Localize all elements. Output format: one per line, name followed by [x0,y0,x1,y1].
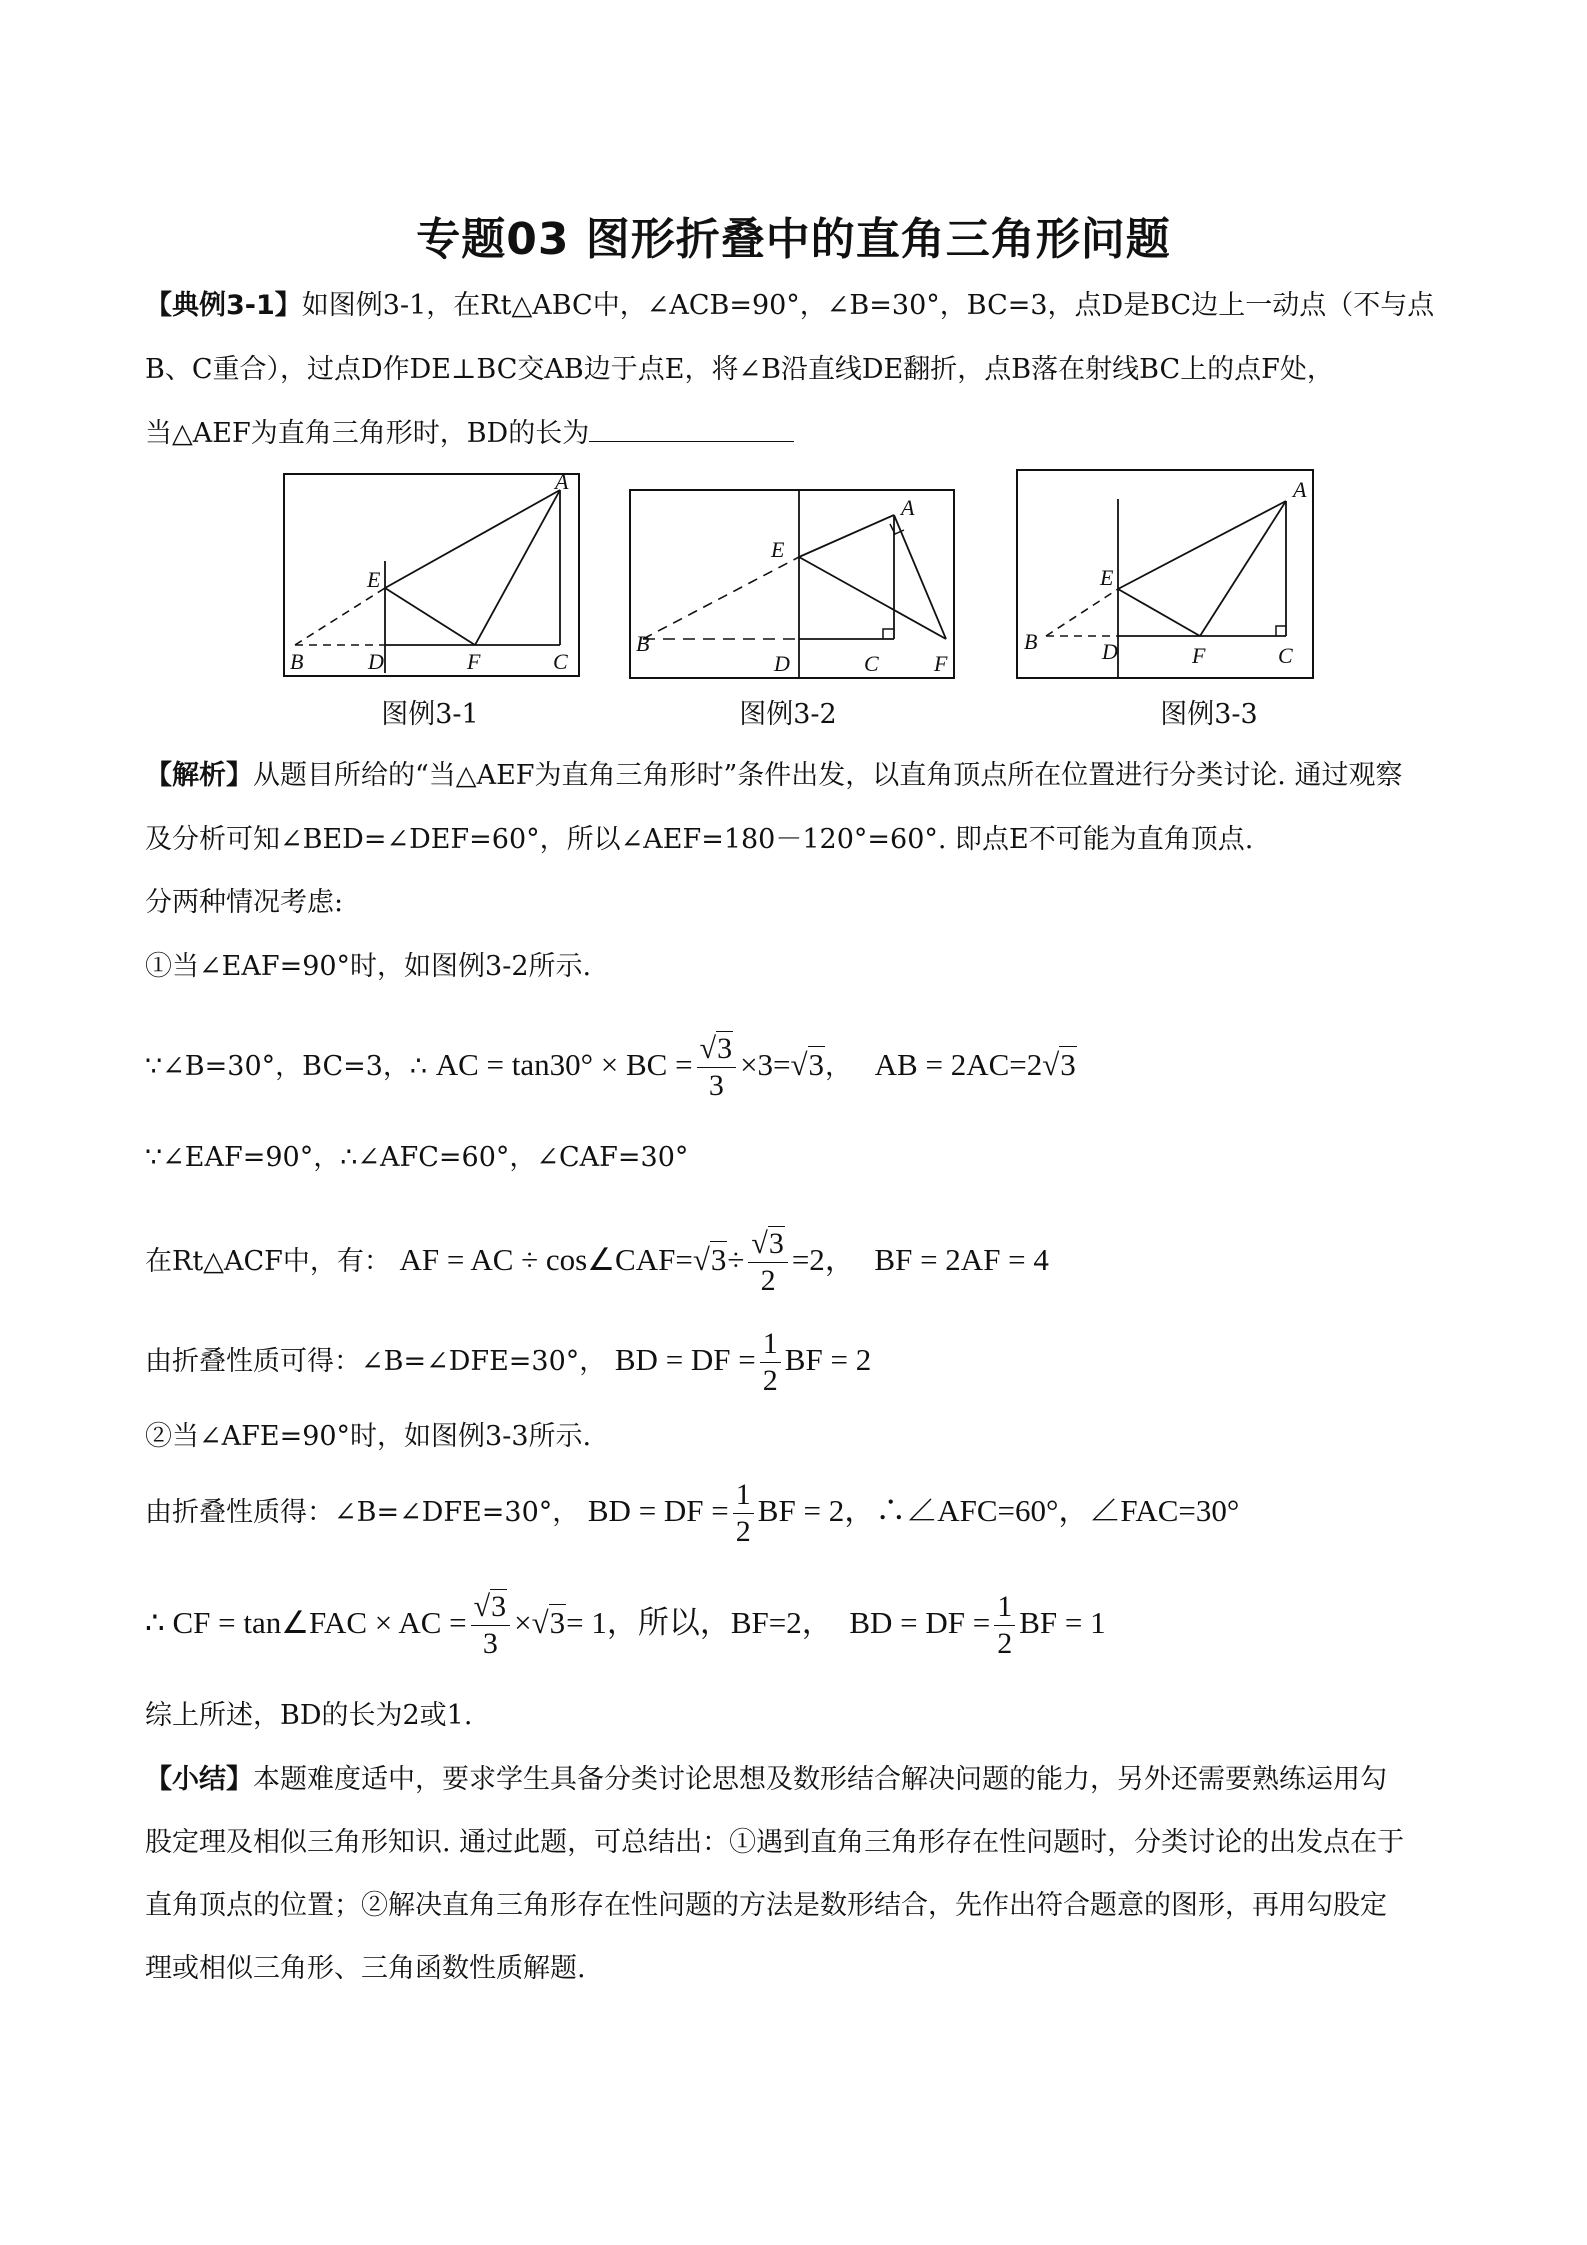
fig1-label-a: A [555,475,569,494]
analysis-line-3: 分两种情况考虑: [145,887,344,918]
figure-3-3-caption: 图例3-3 [1160,699,1258,730]
eq6-bf-expr: BF = 1 [1019,1605,1106,1640]
fig2-label-e: E [771,537,785,562]
example-text-3: 当△AEF为直角三角形时，BD的长为 [145,418,590,449]
eq5-prefix: 由折叠性质得：∠B=∠DFE=30°， [145,1497,580,1528]
equation-4 [145,1315,1455,1405]
figure-3-2-caption: 图例3-2 [739,699,837,730]
fig1-label-c: C [553,649,568,674]
equation-2: ∵∠EAF=90°，∴∠AFC=60°，∠CAF=30° [145,1142,689,1173]
eq6-result: = 1，所以，BF=2， [566,1605,833,1640]
eq1-frac-num: 3 [717,1032,733,1065]
eq5-frac-den: 2 [735,1515,751,1548]
analysis-line-1 [145,758,1455,794]
equation-6: ∴ CF = tan∠FAC × AC = $\frac{√3}{3}$ ×√3= 1，所以，BF=2， BD = DF = $\frac{1}{2}$ BF = 1 [145,1590,1106,1660]
eq3-prefix: 在Rt△ACF中，有： [145,1246,391,1277]
eq3-div: ÷ [727,1242,745,1277]
fig3-label-f: F [1192,643,1206,668]
conclusion: 综上所述，BD的长为2或1. [145,1700,473,1731]
eq6-half-num: 1 [994,1589,1015,1626]
fig3-label-c: C [1278,643,1293,668]
example-line-2: B、C重合），过点D作DE⊥BC交AB边于点E，将∠B沿直线DE翻折，点B落在射线BC上的点F处， [145,354,1334,385]
fig3-label-e: E [1100,565,1114,590]
analysis-line-2: 及分析可知∠BED=∠DEF=60°，所以∠AEF=180－120°=60°. 即点E不可能为直角顶点. [145,824,1254,855]
summary-line-2: 股定理及相似三角形知识. 通过此题，可总结出：①遇到直角三角形存在性问题时，分类讨论的出发点在于 [145,1827,1405,1858]
summary-line-3: 直角顶点的位置；②解决直角三角形存在性问题的方法是数形结合，先作出符合题意的图形，再用勾股定 [145,1890,1387,1921]
fig2-label-b: B [636,631,650,656]
figure-3-3-diagram [1018,471,1312,677]
eq1-ab-sqrt: 3 [1060,1047,1076,1082]
answer-blank [589,415,794,442]
eq6-cf-expr: ∴ CF = tan∠FAC × AC = [145,1605,467,1640]
fig3-label-d: D [1102,639,1118,664]
eq3-af-expr: AF = AC ÷ cos∠CAF= [399,1242,693,1277]
eq1-ac-expr: AC = tan30° × BC = [435,1047,693,1082]
eq6-half-den: 2 [997,1627,1013,1660]
figure-3-1 [283,473,580,677]
eq3-frac-num: 3 [768,1227,784,1260]
eq4-frac-num: 1 [760,1326,781,1363]
eq4-fraction [760,1326,781,1399]
eq6-frac-num: 3 [491,1590,507,1623]
analysis-text-1: 从题目所给的“当△AEF为直角三角形时”条件出发，以直角顶点所在位置进行分类讨论. 通过观察 [253,760,1403,791]
eq4-bf-expr: BF = 2 [784,1342,872,1377]
eq6-fraction: $\frac{√3}{3}$ [471,1589,510,1662]
summary-text-1: 本题难度适中，要求学生具备分类讨论思想及数形结合解决问题的能力，另外还需要熟练运用勾 [253,1764,1387,1795]
fig2-label-a: A [901,495,915,520]
eq3-result: =2， [791,1242,856,1277]
eq6-frac-den: 3 [482,1627,498,1660]
fig2-label-d: D [774,651,790,676]
eq6-sqrt: 3 [549,1605,566,1640]
eq1-times: ×3= [740,1047,791,1082]
fig1-label-b: B [290,649,304,674]
fig2-label-f: F [934,651,948,676]
example-text-1: 如图例3-1，在Rt△ABC中，∠ACB=90°，∠B=30°，BC=3，点D是BC边上一动点（不与点 [301,290,1435,321]
example-line-1 [145,288,1455,324]
fig3-label-a: A [1293,477,1307,502]
eq3-frac-den: 2 [760,1264,776,1297]
eq3-bf-expr: BF = 2AF = 4 [874,1242,1049,1277]
summary-tag: 【小结】 [145,1764,253,1795]
fig1-label-e: E [367,567,381,592]
equation-1: ∵∠B=30°，BC=3，∴ AC = tan30° × BC = $\frac{√3}{3}$ ×3=√3， AB = 2AC=2√3 [145,1032,1076,1102]
eq5-frac-num: 1 [733,1477,754,1514]
eq1-fraction: $\frac{√3}{3}$ [697,1031,736,1104]
eq4-bd-expr: BD = DF = [614,1342,756,1377]
figure-3-2-diagram [631,491,953,677]
fig2-label-c: C [864,651,879,676]
figure-3-1-diagram [285,475,578,675]
eq5-bd-expr: BD = DF = [587,1493,729,1528]
eq5-fraction [733,1477,754,1550]
eq4-frac-den: 2 [762,1364,778,1397]
example-line-3 [145,415,1455,452]
summary-line-4: 理或相似三角形、三角函数性质解题. [145,1953,586,1984]
fig1-label-f: F [467,649,481,674]
eq6-times: × [514,1605,532,1640]
fig3-label-b: B [1024,629,1038,654]
eq5-rest: BF = 2，∴∠AFC=60°，∠FAC=30° [757,1493,1240,1528]
eq3-sqrt: 3 [710,1242,727,1277]
eq1-comma: ， [825,1051,853,1082]
figure-3-3 [1016,469,1314,679]
example-tag: 【典例3-1】 [145,290,302,321]
page-title: 专题03 图形折叠中的直角三角形问题 [416,214,1171,265]
summary-line-1 [145,1762,1455,1798]
eq3-fraction: $\frac{√3}{2}$ [748,1226,787,1299]
eq1-sqrt: 3 [808,1047,825,1082]
case-2-heading: ②当∠AFE=90°时，如图例3-3所示. [145,1421,592,1452]
figure-3-2 [629,489,955,679]
eq1-prefix: ∵∠B=30°，BC=3，∴ [145,1051,428,1082]
equation-3: 在Rt△ACF中，有： AF = AC ÷ cos∠CAF=√3÷ $\frac{√3}{2}$ =2， BF = 2AF = 4 [145,1227,1049,1297]
case-1-heading: ①当∠EAF=90°时，如图例3-2所示. [145,951,592,982]
eq6-half [994,1589,1015,1662]
eq6-bd-expr: BD = DF = [849,1605,991,1640]
figure-3-1-caption: 图例3-1 [381,699,479,730]
analysis-tag: 【解析】 [145,760,253,791]
eq1-frac-den: 3 [708,1069,724,1102]
fig1-label-d: D [368,649,384,674]
equation-5 [145,1466,1455,1556]
eq4-prefix: 由折叠性质可得：∠B=∠DFE=30°， [145,1346,607,1377]
eq1-ab-expr: AB = 2AC=2 [874,1047,1043,1082]
